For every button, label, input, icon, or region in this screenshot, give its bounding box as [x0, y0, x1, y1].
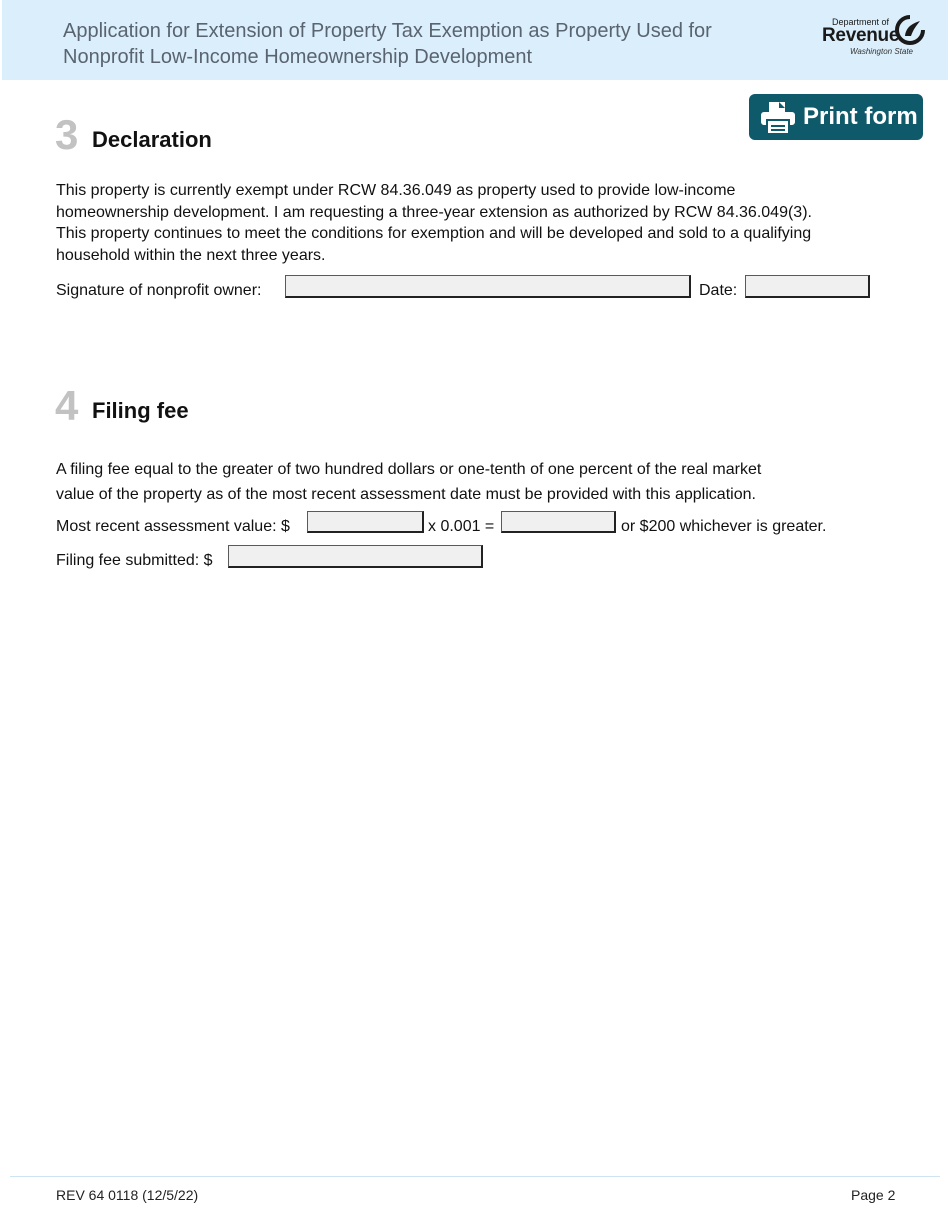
- form-title-line-2: Nonprofit Low-Income Homeownership Development: [63, 46, 533, 68]
- signature-field[interactable]: [285, 275, 691, 298]
- fee-submitted-label: Filing fee submitted: $: [56, 552, 213, 569]
- page-number: Page 2: [851, 1187, 896, 1203]
- fee-submitted-field[interactable]: [228, 545, 483, 568]
- section-4-title: Filing fee: [92, 398, 189, 423]
- signature-label: Signature of nonprofit owner:: [56, 282, 262, 299]
- logo-dept-text: Department of: [832, 17, 890, 27]
- section-3-title: Declaration: [92, 127, 212, 152]
- computed-fee-field[interactable]: [501, 511, 616, 533]
- filing-fee-line-2: value of the property as of the most recent assessment date must be provided with this application.: [56, 486, 756, 503]
- form-number: REV 64 0118 (12/5/22): [56, 1187, 199, 1203]
- logo-state-text: Washington State: [850, 47, 914, 56]
- assessment-label: Most recent assessment value: $: [56, 518, 290, 535]
- print-form-button[interactable]: [749, 94, 923, 140]
- filing-fee-paragraph: [56, 457, 886, 507]
- logo-swirl-icon: [894, 14, 926, 46]
- date-field[interactable]: [745, 275, 870, 298]
- multiplier-label: x 0.001 =: [428, 518, 495, 535]
- declaration-line-2: homeownership development. I am requesting a three-year extension as authorized by RCW 84.36.049(3).: [56, 203, 812, 221]
- declaration-paragraph: [56, 180, 886, 266]
- section-4-number: 4: [55, 382, 79, 429]
- footer-divider: [10, 1176, 940, 1177]
- declaration-line-3: This property continues to meet the conditions for exemption and will be developed and sold to a qualifying: [56, 225, 812, 242]
- printer-icon: [759, 101, 797, 135]
- page-header: [2, 0, 948, 80]
- declaration-line-4: household within the next three years.: [56, 246, 326, 264]
- dor-logo: [820, 14, 930, 60]
- form-title: [63, 18, 763, 70]
- declaration-line-1: This property is currently exempt under RCW 84.36.049 as property used to provide low-income: [56, 182, 736, 199]
- assessment-value-field[interactable]: [307, 511, 424, 533]
- logo-name-text: Revenue: [822, 25, 900, 46]
- whichever-label: or $200 whichever is greater.: [621, 518, 827, 535]
- form-title-line-1: Application for Extension of Property Tax Exemption as Property Used for: [63, 20, 712, 42]
- filing-fee-line-1: A filing fee equal to the greater of two hundred dollars or one-tenth of one percent of the real market: [56, 461, 762, 478]
- date-label: Date:: [699, 282, 738, 299]
- print-form-label: Print form: [803, 103, 918, 130]
- section-3-number: 3: [55, 111, 79, 158]
